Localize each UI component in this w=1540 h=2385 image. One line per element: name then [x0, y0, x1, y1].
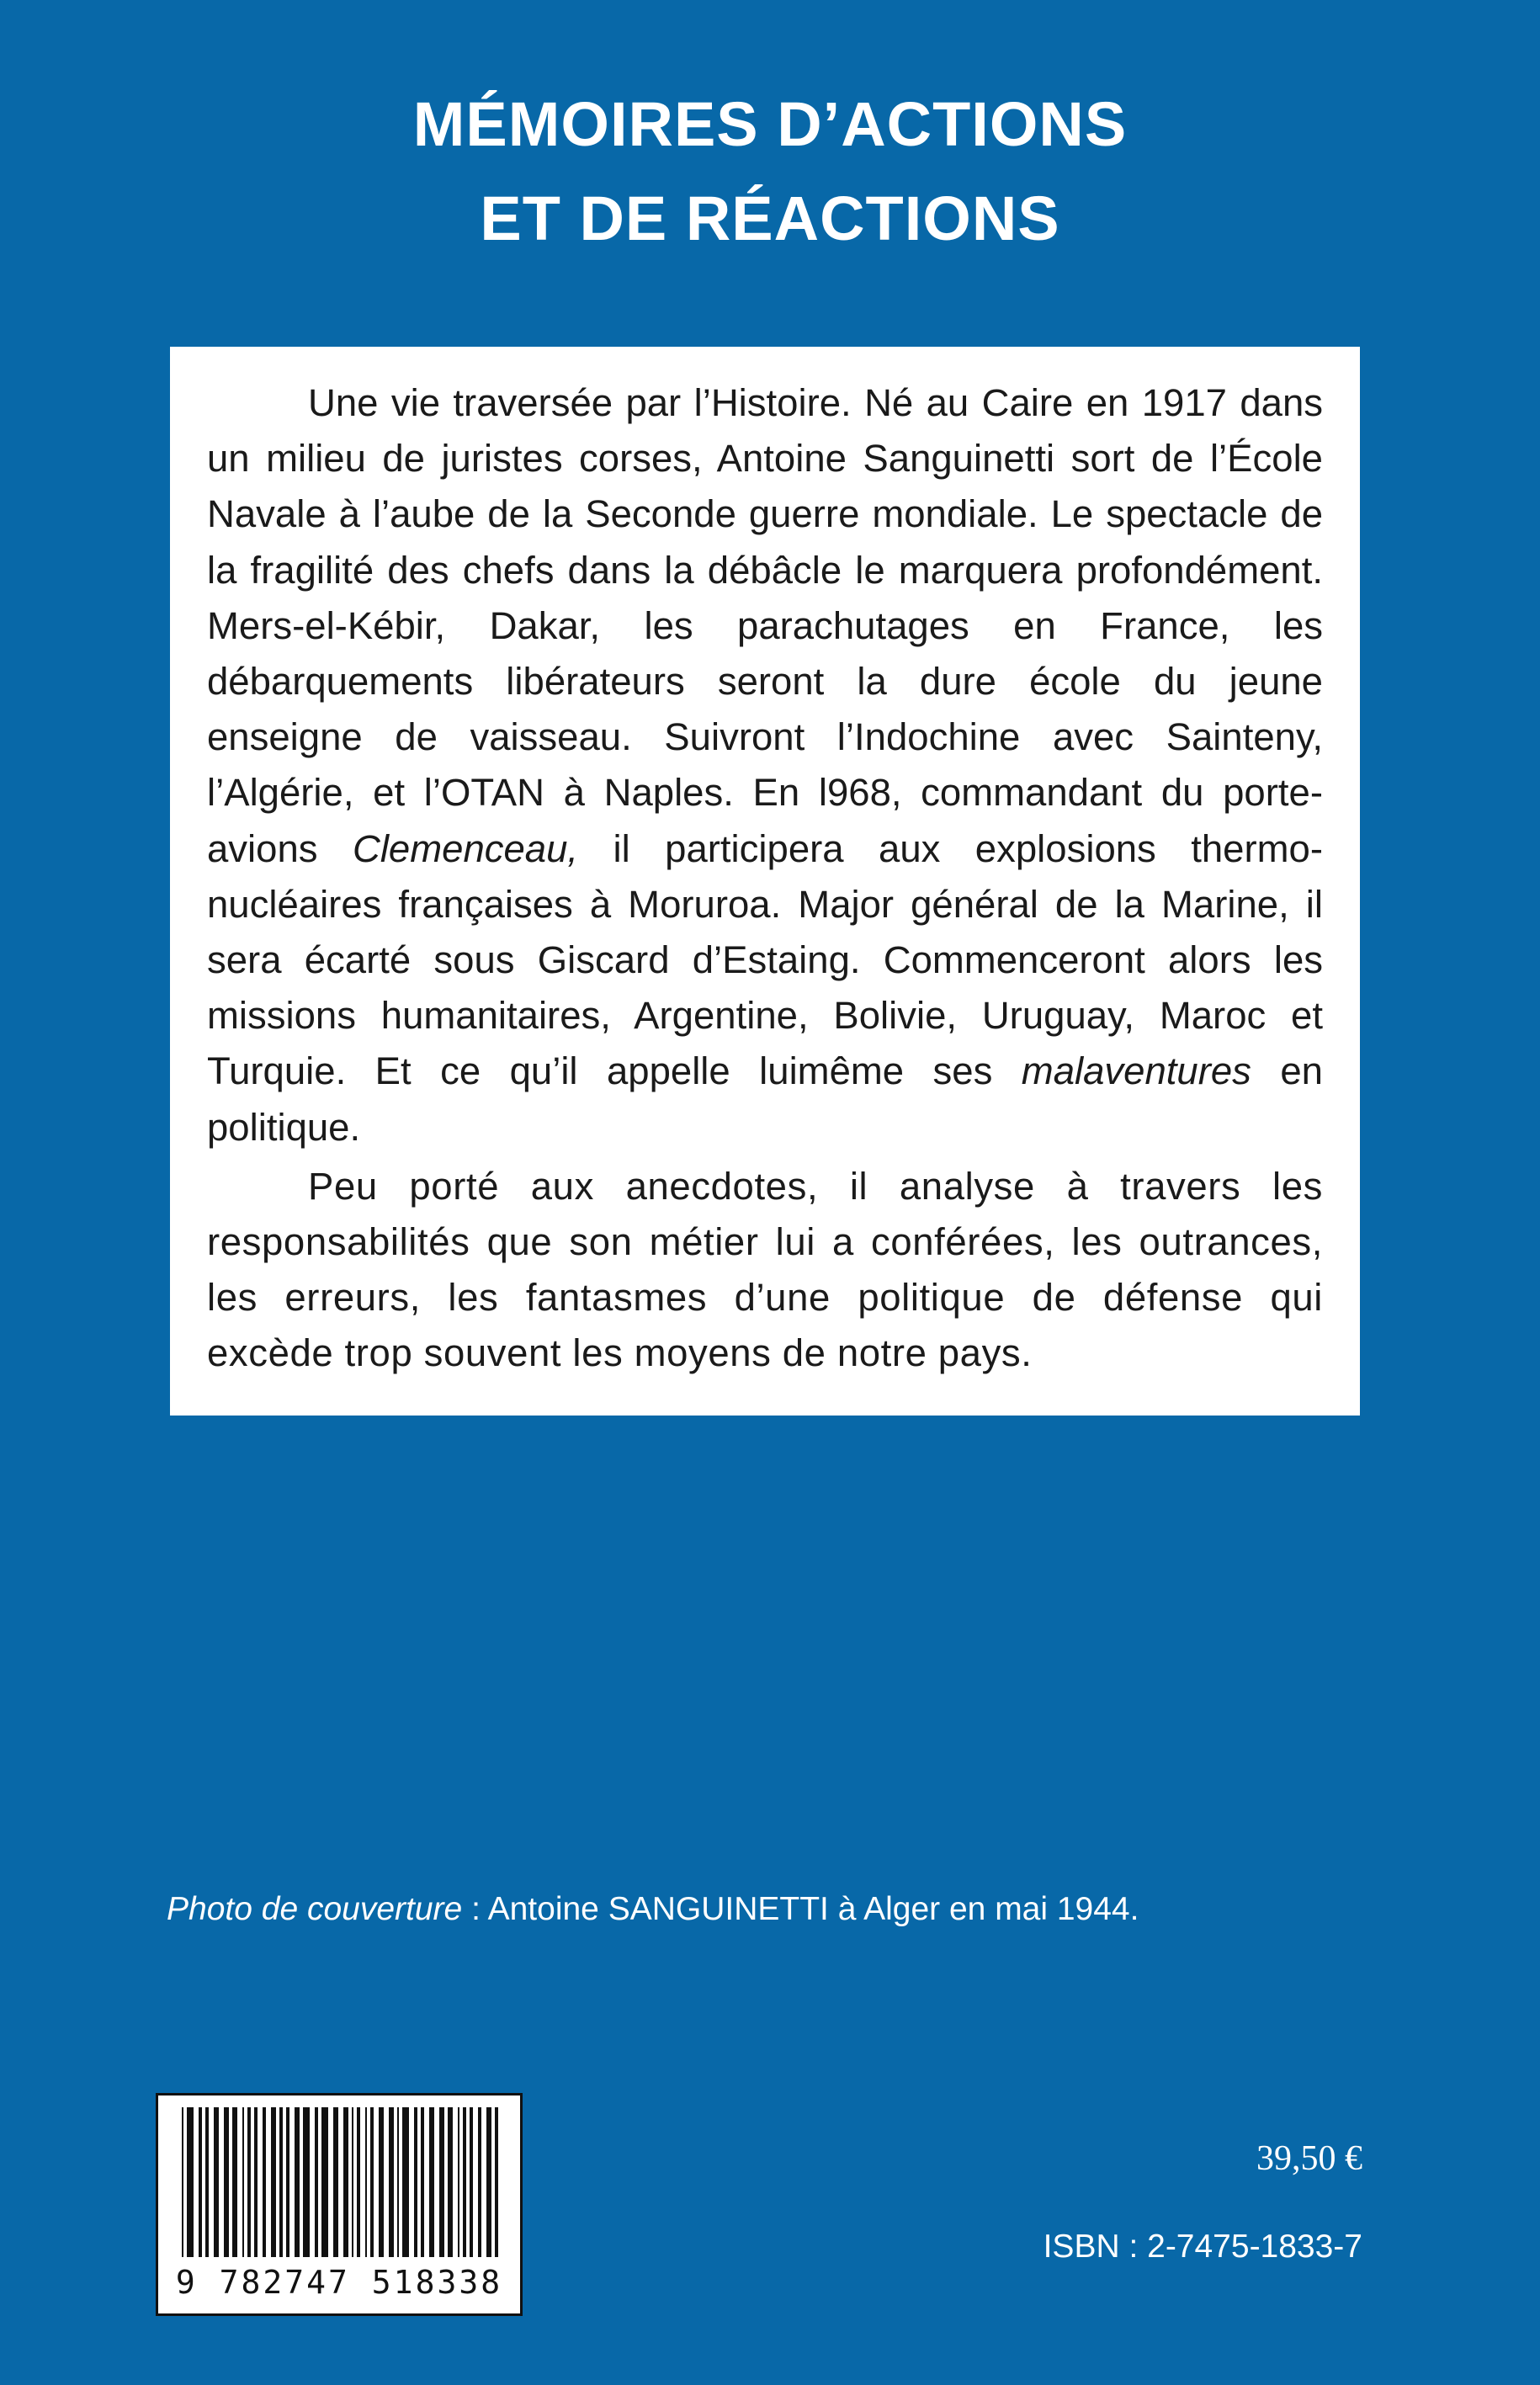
barcode-digits: 9 782747 518338 [175, 2264, 503, 2301]
barcode-bar [365, 2107, 367, 2257]
barcode [156, 2093, 523, 2316]
barcode-bar [187, 2107, 194, 2257]
blurb-text: Une vie traversée par l’Histoire. Né au Caire en 1917 dans un milieu de juristes corses, Antoine Sanguinetti sort de l’École Navale à l’aube de la Seconde guerre mondiale. Le spectacle de la fragilité des chefs dans la débâcle le marquera profondément. Mers-el-Kébir, Dakar, les parachutages en France, les débarquements libérateurs seront la dure école du jeune enseigne de vaisseau. Suivront l’Indochine avec Sainteny, l’Algérie, et l’OTAN à Naples. En l968, commandant du porte-avions [207, 381, 1323, 870]
title-line-1: MÉMOIRES D’ACTIONS [412, 89, 1128, 159]
isbn: ISBN : 2-7475-1833-7 [1043, 2228, 1362, 2265]
barcode-bar [242, 2107, 244, 2257]
barcode-bar [439, 2107, 444, 2257]
barcode-bar [463, 2107, 466, 2257]
barcode-bar [232, 2107, 237, 2257]
cover-photo-caption [167, 1888, 1139, 1931]
emphasis-word: malaventures [1021, 1049, 1251, 1093]
barcode-bar [343, 2107, 348, 2257]
barcode-bar [486, 2107, 491, 2257]
barcode-bar [295, 2107, 300, 2257]
barcode-bar [429, 2107, 434, 2257]
book-title [0, 77, 1540, 266]
barcode-bar [263, 2107, 266, 2257]
barcode-bar [478, 2107, 481, 2257]
barcode-bar [389, 2107, 394, 2257]
caption-separator: : [462, 1891, 488, 1927]
barcode-bar [199, 2107, 202, 2257]
blurb-box [170, 347, 1360, 1416]
barcode-bar [254, 2107, 258, 2257]
blurb-text: il participera aux explosions thermo-nucléaires françaises à Moruroa. Major général de la Marine, il sera écarté sous Giscard d’Estaing. Commenceront alors les missions humanitaires, Argentine, Bolivie, Uruguay, Maroc et Turquie. Et ce qu’il appelle luimême ses [207, 826, 1323, 1093]
barcode-bar [321, 2107, 328, 2257]
blurb-text: en politique. [207, 1049, 1323, 1149]
barcode-bar [247, 2107, 251, 2257]
price: 39,50 € [1256, 2139, 1362, 2178]
blurb-paragraph-1 [207, 375, 1323, 1155]
ship-name: Clemenceau, [352, 826, 579, 870]
barcode-bar [182, 2107, 183, 2257]
barcode-bars [158, 2096, 520, 2264]
barcode-bar [224, 2107, 229, 2257]
barcode-bar [315, 2107, 318, 2257]
barcode-bar [448, 2107, 453, 2257]
barcode-bar [271, 2107, 276, 2257]
barcode-bar [379, 2107, 384, 2257]
caption-text: Antoine SANGUINETTI à Alger en mai 1944. [487, 1891, 1139, 1927]
barcode-bar [352, 2107, 353, 2257]
barcode-bar [470, 2107, 473, 2257]
barcode-bar [286, 2107, 289, 2257]
barcode-bar [402, 2107, 409, 2257]
barcode-bar [370, 2107, 374, 2257]
barcode-bar [495, 2107, 498, 2257]
barcode-bar [214, 2107, 219, 2257]
barcode-bar [357, 2107, 360, 2257]
blurb-paragraph-2: Peu porté aux anecdotes, il analyse à travers les responsabilités que son métier lui a conférées, les outrances, les erreurs, les fantasmes d’une politique de défense qui excède trop souvent les moyens de notre pays. [207, 1164, 1323, 1375]
barcode-bar [303, 2107, 310, 2257]
barcode-bar [279, 2107, 283, 2257]
barcode-bar [205, 2107, 209, 2257]
barcode-bar [397, 2107, 399, 2257]
caption-label: Photo de couverture [167, 1891, 463, 1927]
barcode-bar [414, 2107, 417, 2257]
barcode-bar [458, 2107, 459, 2257]
barcode-bar [333, 2107, 338, 2257]
title-line-2: ET DE RÉACTIONS [480, 183, 1060, 253]
barcode-bar [421, 2107, 424, 2257]
